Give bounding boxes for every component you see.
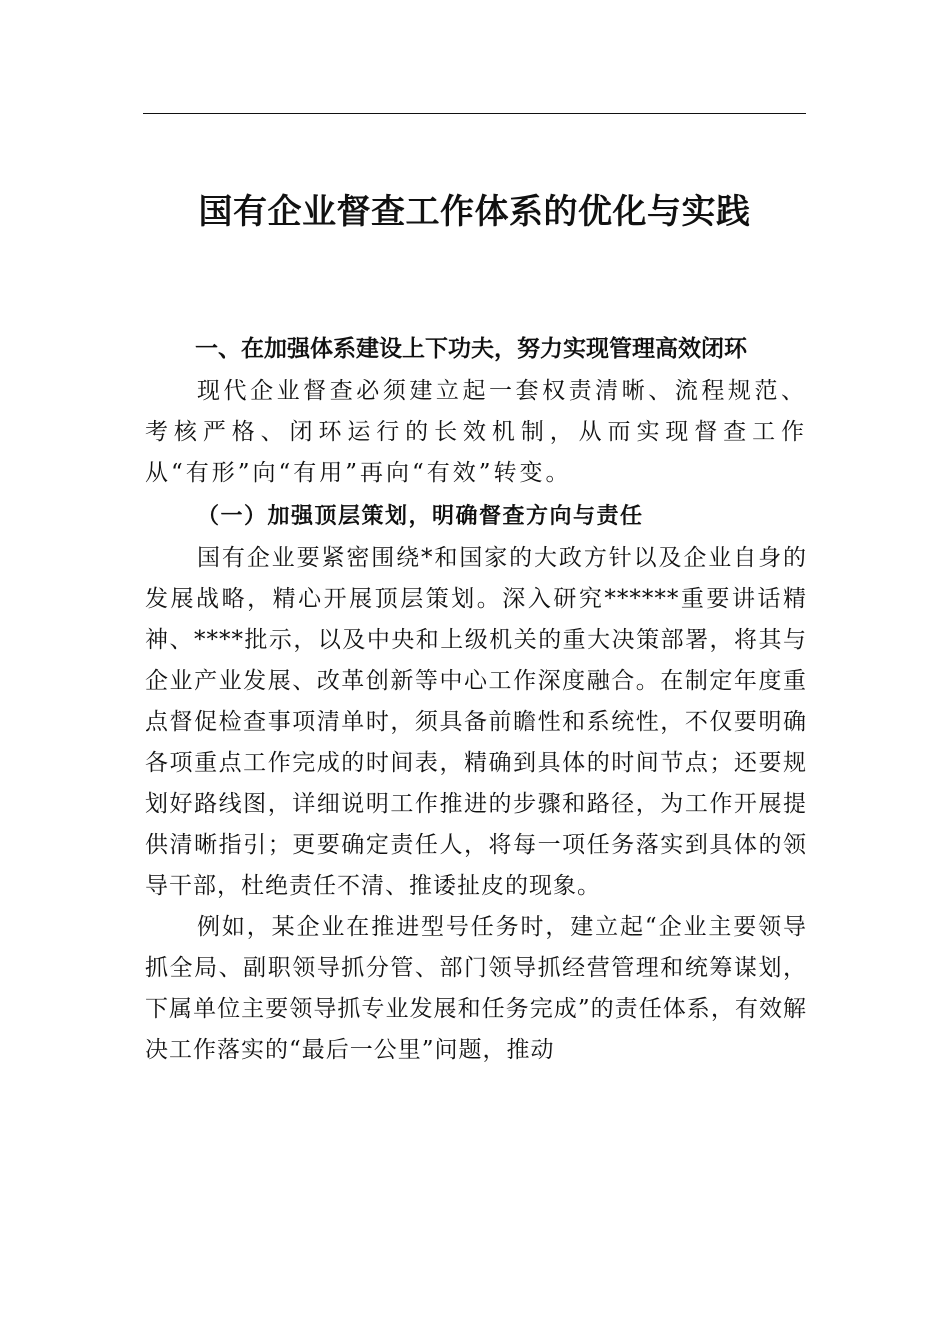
- document-title: 国有企业督查工作体系的优化与实践: [198, 192, 751, 232]
- example-paragraph: 例如，某企业在推进型号任务时，建立起“企业主要领导抓全局、副职领导抓分管、部门领导抓经营管理和统筹谋划，下属单位主要领导抓专业发展和任务完成”的责任体系，有效解决工作落实的“最后一公里”问题，推动: [145, 914, 807, 1063]
- subsection-heading: （一）加强顶层策划，明确督查方向与责任: [197, 503, 644, 529]
- section-intro-paragraph: 现代企业督查必须建立起一套权责清晰、流程规范、考核严格、闭环运行的长效机制，从而实现督查工作从“有形”向“有用”再向“有效”转变。: [145, 378, 807, 486]
- header-rule: [143, 113, 806, 114]
- document-body: [145, 327, 807, 1071]
- section-heading: 一、在加强体系建设上下功夫，努力实现管理高效闭环: [195, 336, 747, 362]
- body-paragraph: 国有企业要紧密围绕*和国家的大政方针以及企业自身的发展战略，精心开展顶层策划。深入研究******重要讲话精神、****批示，以及中央和上级机关的重大决策部署，将其与企业产业发展、改革创新等中心工作深度融合。在制定年度重点督促检查事项清单时，须具备前瞻性和系统性，不仅要明确各项重点工作完成的时间表，精确到具体的时间节点；还要规划好路线图，详细说明工作推进的步骤和路径，为工作开展提供清晰指引；更要确定责任人，将每一项任务落实到具体的领导干部，杜绝责任不清、推诿扯皮的现象。: [145, 545, 807, 899]
